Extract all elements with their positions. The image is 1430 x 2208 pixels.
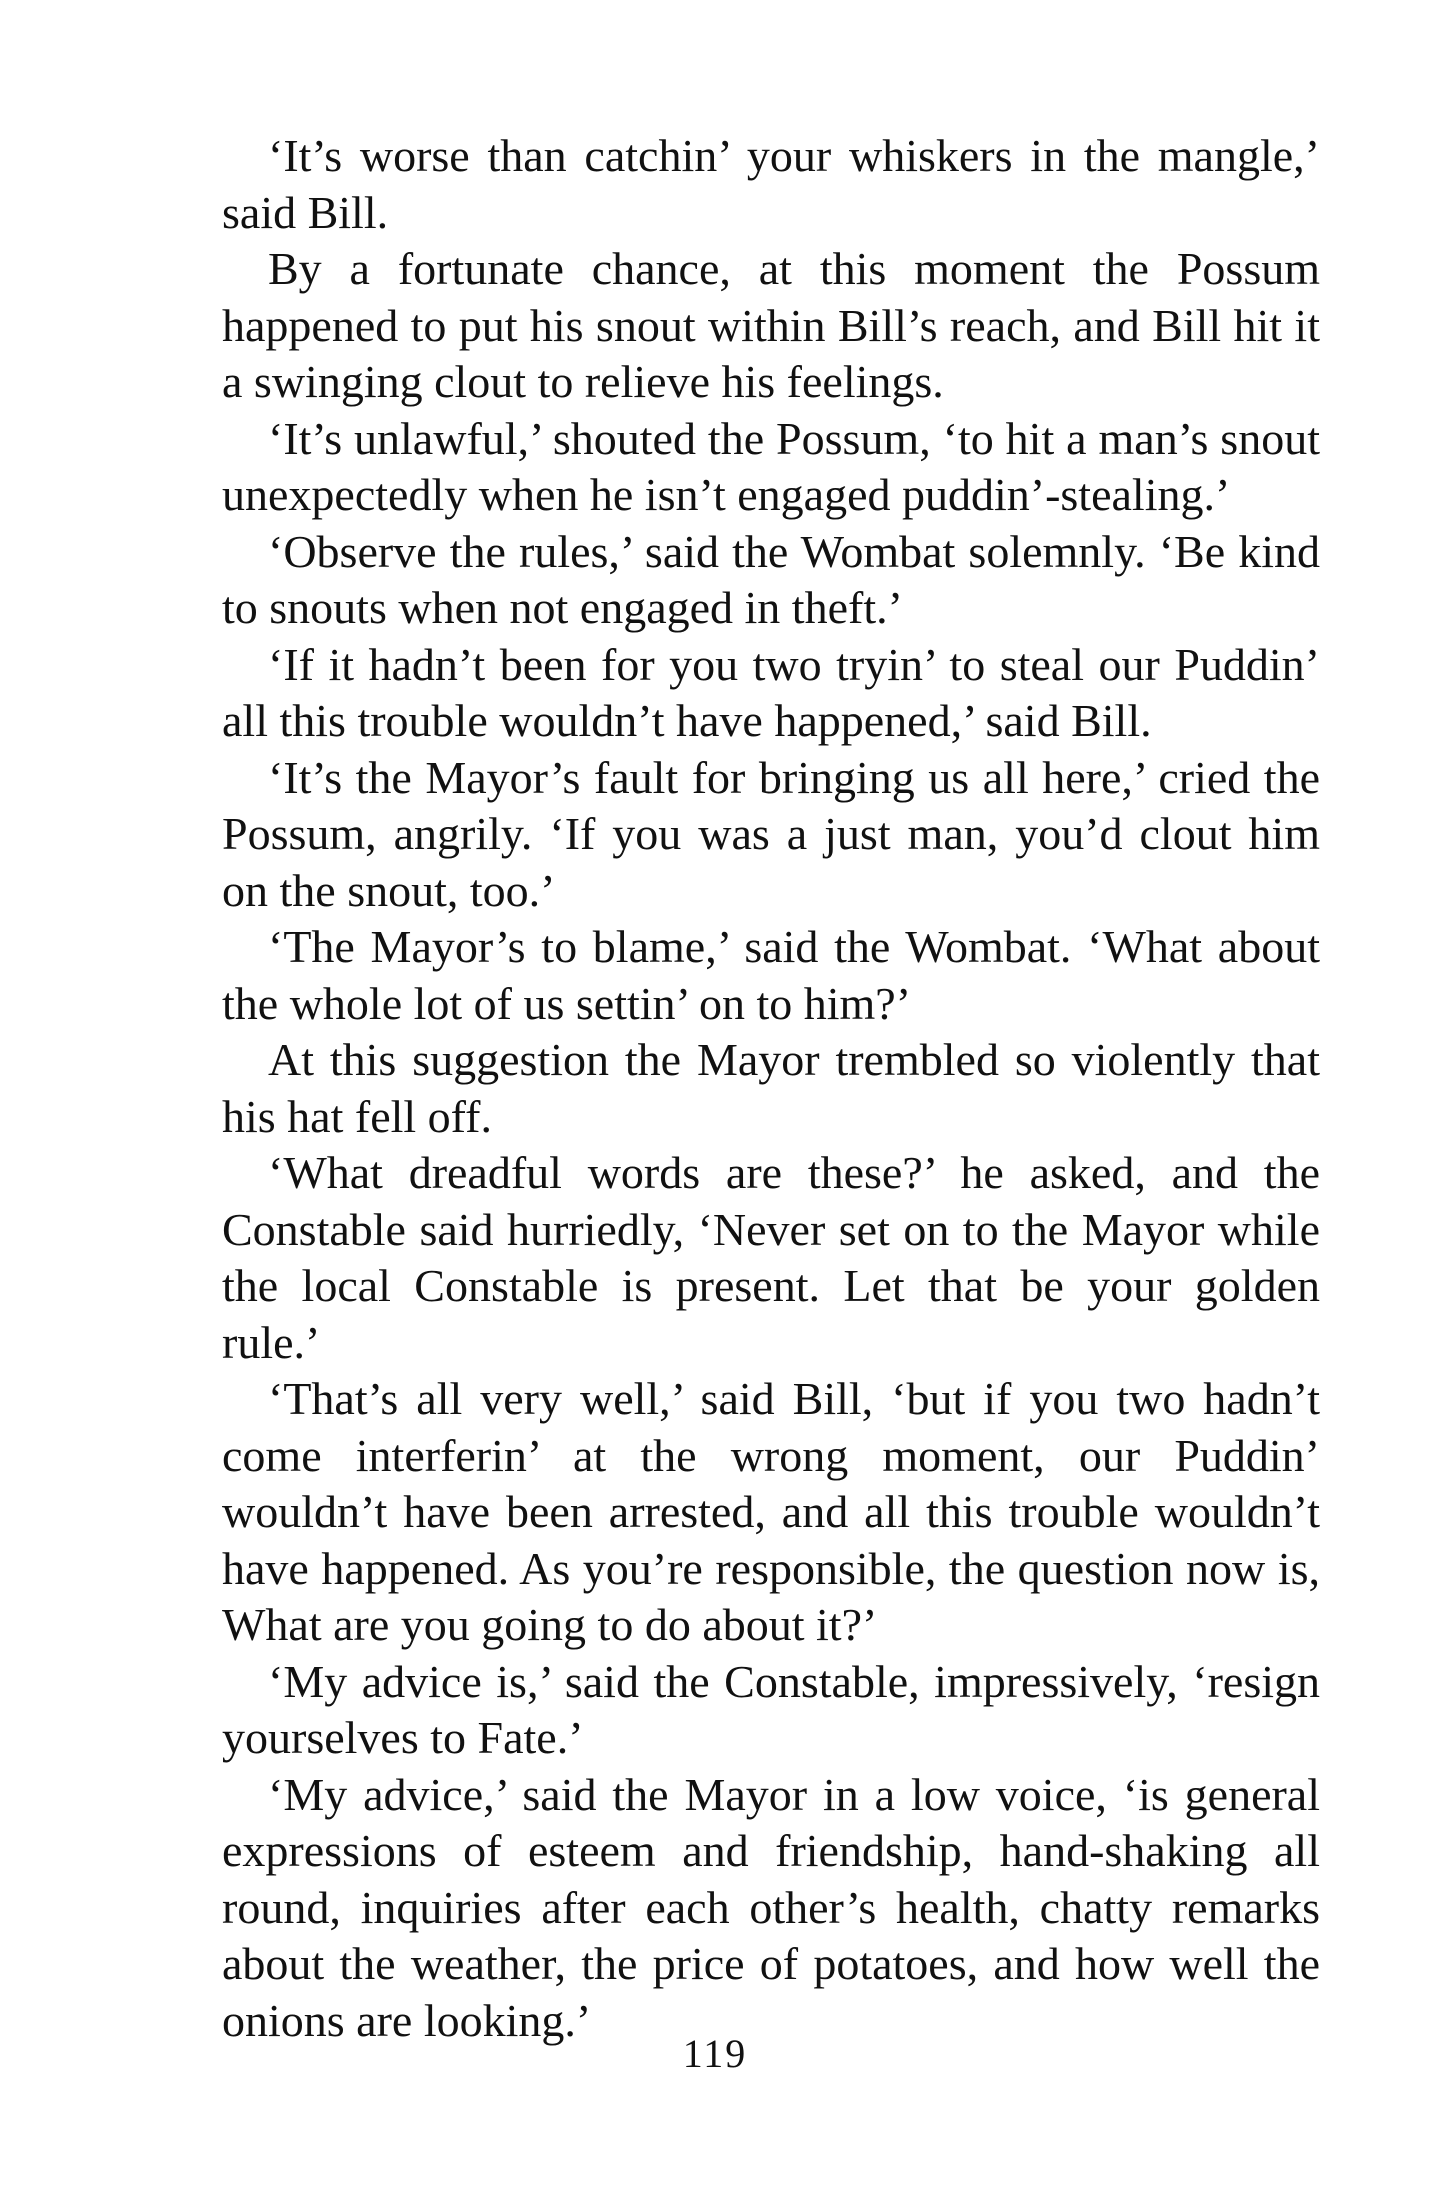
paragraph: ‘The Mayor’s to blame,’ said the Wombat. ‘What about the whole lot of us settin’ on to him?’ (222, 921, 1320, 1029)
paragraph: ‘If it hadn’t been for you two tryin’ to steal our Puddin’ all this trouble wouldn’t have happened,’ said Bill. (222, 638, 1320, 746)
paragraph: ‘That’s all very well,’ said Bill, ‘but if you two hadn’t come interferin’ at the wrong moment, our Puddin’ wouldn’t have been arrested, and all this trouble wouldn’t have happened. As you’re responsible, the question now is, What are you going to do about it?’ (222, 1373, 1320, 1650)
paragraph: By a fortunate chance, at this moment the Possum happened to put his snout within Bill’s reach, and Bill hit it a swinging clout to relieve his feelings. (222, 243, 1320, 407)
paragraph: ‘It’s the Mayor’s fault for bringing us all here,’ cried the Possum, angrily. ‘If you was a just man, you’d clout him on the snout, too.’ (222, 751, 1320, 916)
paragraph: ‘It’s unlawful,’ shouted the Possum, ‘to hit a man’s snout unexpectedly when he isn’t engaged puddin’-stealing.’ (222, 412, 1320, 520)
paragraph: ‘Observe the rules,’ said the Wombat solemnly. ‘Be kind to snouts when not engaged in theft.’ (222, 525, 1320, 633)
paragraph: ‘It’s worse than catchin’ your whiskers in the mangle,’ said Bill. (222, 130, 1320, 238)
body-text (222, 128, 1320, 2049)
page-number: 119 (682, 2031, 748, 2076)
paragraph: ‘My advice is,’ said the Constable, impressively, ‘resign yourselves to Fate.’ (222, 1655, 1320, 1763)
paragraph: ‘What dreadful words are these?’ he asked, and the Constable said hurriedly, ‘Never set on to the Mayor while the local Constable is present. Let that be your golden rule.’ (222, 1147, 1320, 1368)
paragraph: ‘My advice,’ said the Mayor in a low voice, ‘is general expressions of esteem and friendship, hand-shaking all round, inquiries after each other’s health, chatty remarks about the weather, the price of potatoes, and how well the onions are looking.’ (222, 1768, 1320, 2046)
paragraph: At this suggestion the Mayor trembled so violently that his hat fell off. (222, 1034, 1320, 1142)
